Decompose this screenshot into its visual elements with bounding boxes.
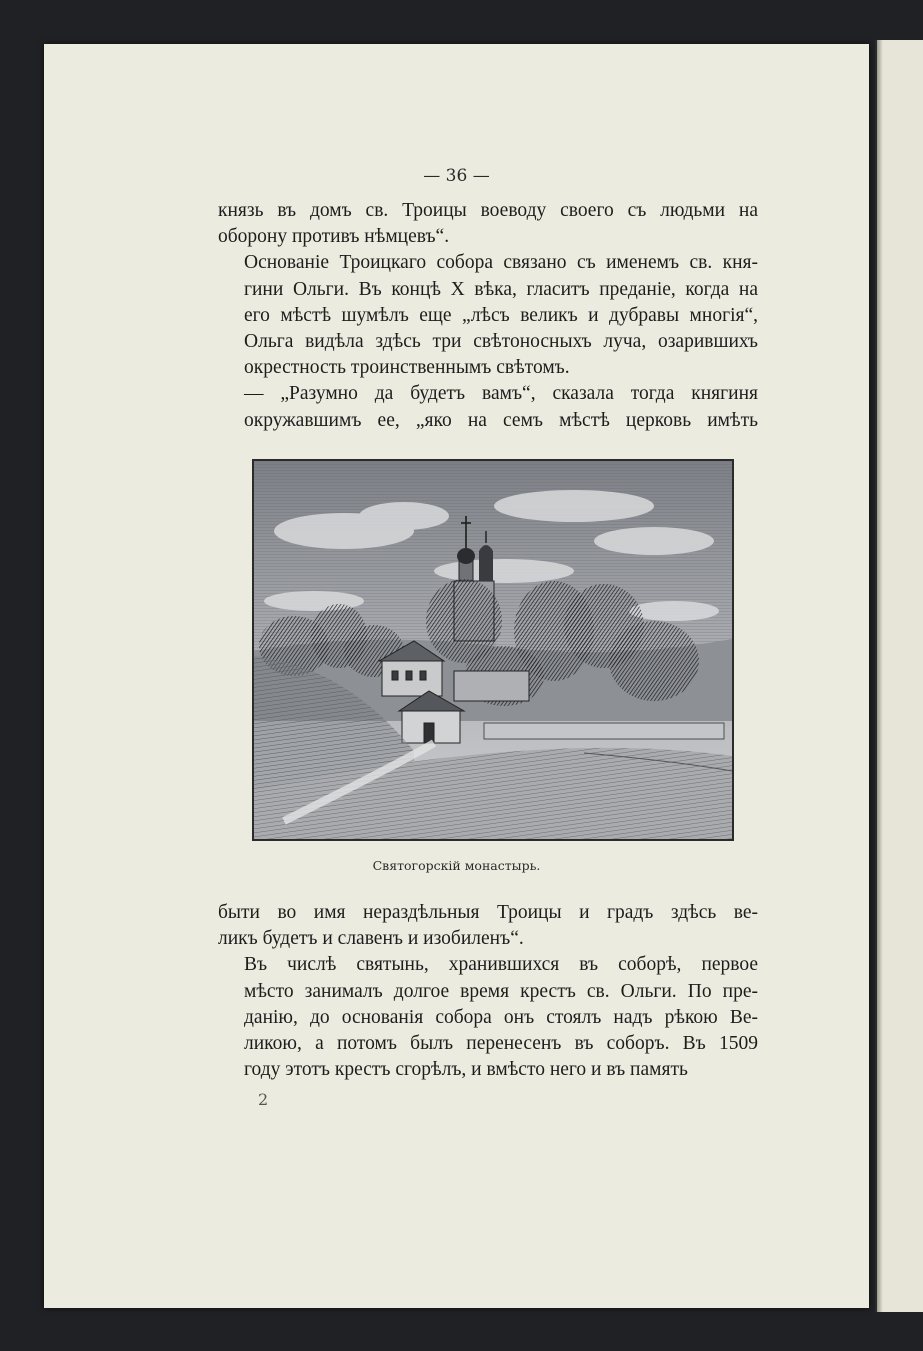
adjacent-page-edge [875, 40, 923, 1312]
text-line: Въ числѣ святынь, хранившихся въ соборѣ, первое [244, 954, 758, 976]
text-block-top [218, 198, 758, 434]
text-line: оборону противъ нѣмцевъ“. [218, 226, 450, 248]
text-line: ликою, а потомъ былъ перенесенъ въ соборъ. Въ 1509 [244, 1033, 758, 1055]
paragraph [218, 250, 758, 381]
page-number: — 36 — [423, 166, 490, 186]
text-line: Основаніе Троицкаго собора связано съ именемъ св. кня- [244, 252, 758, 274]
text-line: мѣсто занималъ долгое время крестъ св. Ольги. По пре- [244, 980, 758, 1002]
paragraph [218, 198, 758, 250]
text-line: быти во имя нераздѣльныя Троицы и градъ здѣсь ве- [218, 902, 758, 923]
book-page [44, 44, 869, 1308]
text-line: окрестность троинственнымъ свѣтомъ. [244, 357, 570, 379]
paragraph [218, 381, 758, 433]
text-line: гини Ольги. Въ концѣ X вѣка, гласитъ преданіе, когда на [244, 278, 758, 300]
illustration-caption: Святогорскій монастырь. [372, 858, 541, 873]
text-line: данію, до основанія собора онъ стоялъ надъ рѣкою Ве- [244, 1006, 758, 1028]
text-line: князь въ домъ св. Троицы воеводу своего съ людьми на [218, 200, 758, 221]
text-line: его мѣстѣ шумѣлъ еще „лѣсъ великъ и дубравы многія“, [244, 304, 758, 326]
paragraph [218, 900, 758, 952]
text-block-bottom [218, 900, 758, 1083]
paragraph [218, 952, 758, 1083]
illustration-svyatogorsky-monastery [252, 459, 734, 841]
signature-mark: 2 [258, 1090, 269, 1109]
text-line: окружавшимъ ее, „яко на семъ мѣстѣ церковь имѣть [244, 409, 758, 431]
text-line: ликъ будетъ и славенъ и изобиленъ“. [218, 928, 524, 950]
text-line: году этотъ крестъ сгорѣлъ, и вмѣсто него и въ память [244, 1059, 688, 1081]
text-line: Ольга видѣла здѣсь три свѣтоносныхъ луча, озарившихъ [244, 331, 758, 353]
text-line: — „Разумно да будетъ вамъ“, сказала тогда княгиня [244, 383, 758, 405]
